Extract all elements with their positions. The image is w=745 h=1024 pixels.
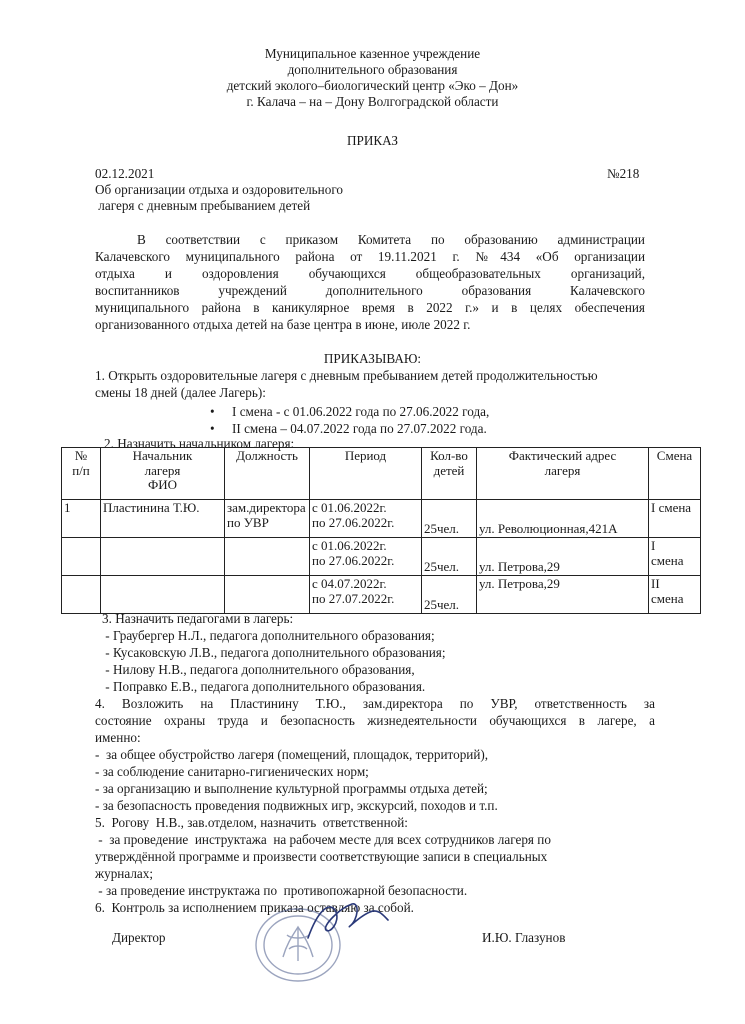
- cell-num: 1: [62, 500, 101, 538]
- camp-chiefs-table: [61, 447, 701, 614]
- org-name-line2: дополнительного образования: [287, 62, 458, 77]
- cell-shift: II смена: [649, 576, 701, 614]
- teacher-line: - Поправко Е.В., педагога дополнительного образования.: [102, 679, 426, 694]
- org-name-line3: детский эколого–биологический центр «Эко – Дон»: [226, 78, 519, 93]
- item5-line: утверждённой программе и произвести соответствующие записи в специальных: [95, 849, 548, 864]
- preamble-line: Калачевского муниципального района от 19.11.2021 г. №434 «Об организации: [95, 249, 645, 264]
- cell-address: ул. Петрова,29: [477, 576, 649, 614]
- item1-line2: смены 18 дней (далее Лагерь):: [95, 385, 266, 400]
- signature-name: И.Ю. Глазунов: [482, 930, 566, 945]
- cell-chief: [101, 576, 225, 614]
- table-row: [62, 576, 701, 614]
- cell-shift: I смена: [649, 538, 701, 576]
- item5-line: журналах;: [95, 866, 154, 881]
- item4-line: 4. Возложить на Пластинину Т.Ю., зам.директора по УВР, ответственность за: [95, 696, 655, 711]
- subject-line1: Об организации отдыха и оздоровительного: [95, 182, 344, 197]
- cell-shift: I смена: [649, 500, 701, 538]
- item1-line1: 1. Открыть оздоровительные лагеря с дневным пребыванием детей продолжительностью: [95, 368, 598, 383]
- item6-line: 6. Контроль за исполнением приказа оставляю за собой.: [95, 900, 414, 915]
- th-num: № п/п: [62, 448, 101, 500]
- table-header-row: [62, 448, 701, 500]
- th-chief: Начальник лагеря ФИО: [101, 448, 225, 500]
- cell-position: зам.директора по УВР: [225, 500, 310, 538]
- cell-num: [62, 538, 101, 576]
- cell-position: [225, 538, 310, 576]
- item4-line: состояние охраны труда и безопасность жизнедеятельности обучающихся в лагере, а: [95, 713, 655, 728]
- item1-bullet: • II смена – 04.07.2022 года по 27.07.2022 года.: [232, 421, 487, 437]
- item5-line: - за проведение инструктажа на рабочем месте для всех сотрудников лагеря по: [95, 832, 551, 847]
- cell-chief: [101, 538, 225, 576]
- cell-count: 25чел.: [422, 576, 477, 614]
- org-city: г. Калача – на – Дону Волгоградской области: [246, 94, 499, 109]
- cell-address: ул. Революционная,421А: [477, 500, 649, 538]
- teacher-line: - Нилову Н.В., педагога дополнительного образования,: [102, 662, 415, 677]
- item3-title: 3. Назначить педагогами в лагерь:: [102, 611, 294, 626]
- th-count: Кол-во детей: [422, 448, 477, 500]
- preamble-line: В соответствии с приказом Комитета по образованию администрации: [137, 232, 645, 247]
- order-date: 02.12.2021: [95, 166, 155, 181]
- cell-period: с 01.06.2022г. по 27.06.2022г.: [310, 538, 422, 576]
- table-row: [62, 538, 701, 576]
- order-number: №218: [607, 166, 640, 181]
- preamble-line: муниципального района в каникулярное время в 2022 г.» и в целях обеспечения: [95, 300, 645, 315]
- cell-num: [62, 576, 101, 614]
- item4-line: - за общее обустройство лагеря (помещений, площадок, территорий),: [95, 747, 489, 762]
- subject-line2: лагеря с дневным пребыванием детей: [95, 198, 311, 213]
- item5-line: - за проведение инструктажа по противопожарной безопасности.: [95, 883, 468, 898]
- th-period: Период: [310, 448, 422, 500]
- item5-line: 5. Рогову Н.В., зав.отделом, назначить ответственной:: [95, 815, 408, 830]
- cell-period: с 01.06.2022г. по 27.06.2022г.: [310, 500, 422, 538]
- item4-line: именно:: [95, 730, 141, 745]
- signature-role: Директор: [112, 930, 166, 945]
- item4-line: - за организацию и выполнение культурной программы отдыха детей;: [95, 781, 488, 796]
- cell-position: [225, 576, 310, 614]
- teacher-line: - Граубергер Н.Л., педагога дополнительного образования;: [102, 628, 435, 643]
- preamble-line: воспитанников учреждений дополнительного образования Калачевского: [95, 283, 645, 298]
- doc-title: ПРИКАЗ: [347, 133, 398, 148]
- item1-bullet: • I смена - с 01.06.2022 года по 27.06.2022 года,: [232, 404, 489, 420]
- cell-chief: Пластинина Т.Ю.: [101, 500, 225, 538]
- cell-count: 25чел.: [422, 500, 477, 538]
- director-signature: [300, 890, 395, 950]
- teacher-line: - Кусаковскую Л.В., педагога дополнительного образования;: [102, 645, 446, 660]
- item4-line: - за соблюдение санитарно-гигиенических норм;: [95, 764, 369, 779]
- preamble-line: отдыха и оздоровления обучающихся общеобразовательных организаций,: [95, 266, 645, 281]
- item4-line: - за безопасность проведения подвижных игр, экскурсий, походов и т.п.: [95, 798, 498, 813]
- cell-address: ул. Петрова,29: [477, 538, 649, 576]
- org-name-line1: Муниципальное казенное учреждение: [264, 46, 481, 61]
- preamble-line: организованного отдыха детей на базе центра в июне, июле 2022 г.: [95, 317, 471, 332]
- item2-title: 2. Назначить начальником лагеря:: [104, 436, 295, 451]
- th-address: Фактический адрес лагеря: [477, 448, 649, 500]
- cell-period: с 04.07.2022г. по 27.07.2022г.: [310, 576, 422, 614]
- order-word: ПРИКАЗЫВАЮ:: [323, 351, 422, 366]
- th-shift: Смена: [649, 448, 701, 500]
- table-row: [62, 500, 701, 538]
- cell-count: 25чел.: [422, 538, 477, 576]
- th-position: Должность: [225, 448, 310, 500]
